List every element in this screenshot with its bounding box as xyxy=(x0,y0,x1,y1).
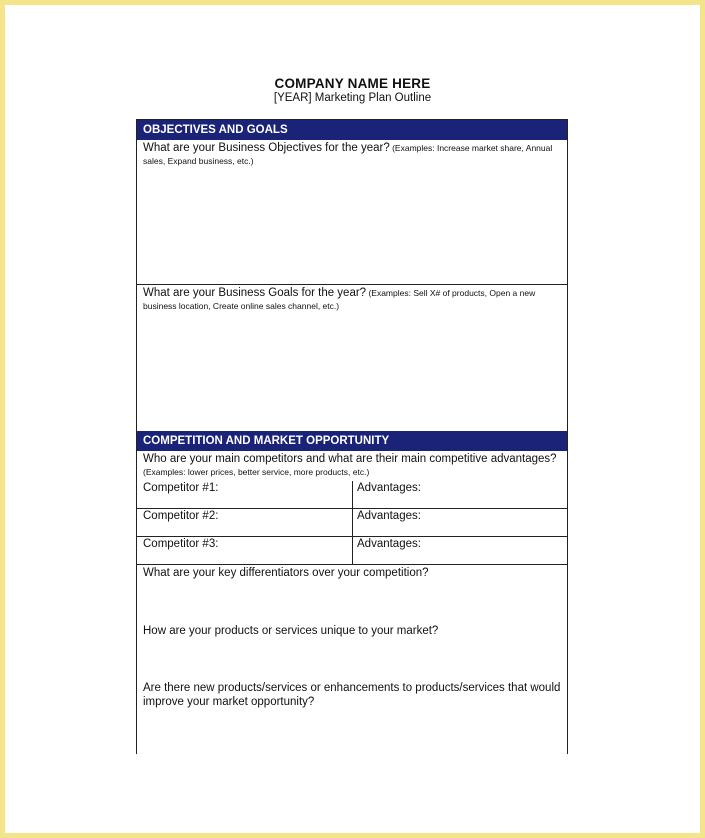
business-goals-example: (Examples: Sell X# of products, Open a new business location, Create online sales channel, etc.) xyxy=(143,288,536,311)
competitor-row xyxy=(137,537,567,565)
competitor-2-field[interactable]: Competitor #2: xyxy=(137,509,353,536)
competitors-intro xyxy=(137,451,567,481)
competitor-3-field[interactable]: Competitor #3: xyxy=(137,537,353,564)
competitor-2-advantages-field[interactable]: Advantages: xyxy=(357,510,421,522)
market-opportunity-field[interactable] xyxy=(137,681,567,751)
business-goals-question xyxy=(137,285,567,313)
business-objectives-field[interactable] xyxy=(137,140,567,285)
objectives-header: OBJECTIVES AND GOALS xyxy=(137,120,567,140)
business-objectives-question xyxy=(137,140,567,168)
business-objectives-example: (Examples: Increase market share, Annual sales, Expand business, etc.) xyxy=(143,143,553,166)
competitors-question xyxy=(137,451,567,479)
differentiators-field[interactable] xyxy=(137,565,567,624)
unique-offering-field[interactable] xyxy=(137,624,567,681)
competitor-3-advantages-field[interactable]: Advantages: xyxy=(357,538,421,550)
competitors-example: (Examples: lower prices, better service, more products, etc.) xyxy=(143,467,370,477)
market-opportunity-question: Are there new products/services or enhancements to products/services that would improve your market opportunity? xyxy=(143,682,561,708)
business-objectives-label: What are your Business Objectives for the year? xyxy=(143,142,390,154)
document-title: COMPANY NAME HERE xyxy=(274,76,431,91)
competitors-label: Who are your main competitors and what are their main competitive advantages? xyxy=(143,453,557,465)
differentiators-question: What are your key differentiators over your competition? xyxy=(143,567,429,579)
business-goals-field[interactable] xyxy=(137,285,567,431)
competitor-1-advantages-field[interactable]: Advantages: xyxy=(357,482,421,494)
competitor-1-field[interactable]: Competitor #1: xyxy=(137,481,353,508)
competitor-row xyxy=(137,509,567,537)
document-subtitle: [YEAR] Marketing Plan Outline xyxy=(273,92,432,104)
competitor-row xyxy=(137,481,567,509)
business-goals-label: What are your Business Goals for the year? xyxy=(143,287,367,299)
unique-offering-question: How are your products or services unique to your market? xyxy=(143,625,439,637)
competition-header: COMPETITION AND MARKET OPPORTUNITY xyxy=(137,431,567,451)
marketing-plan-form xyxy=(136,119,568,754)
